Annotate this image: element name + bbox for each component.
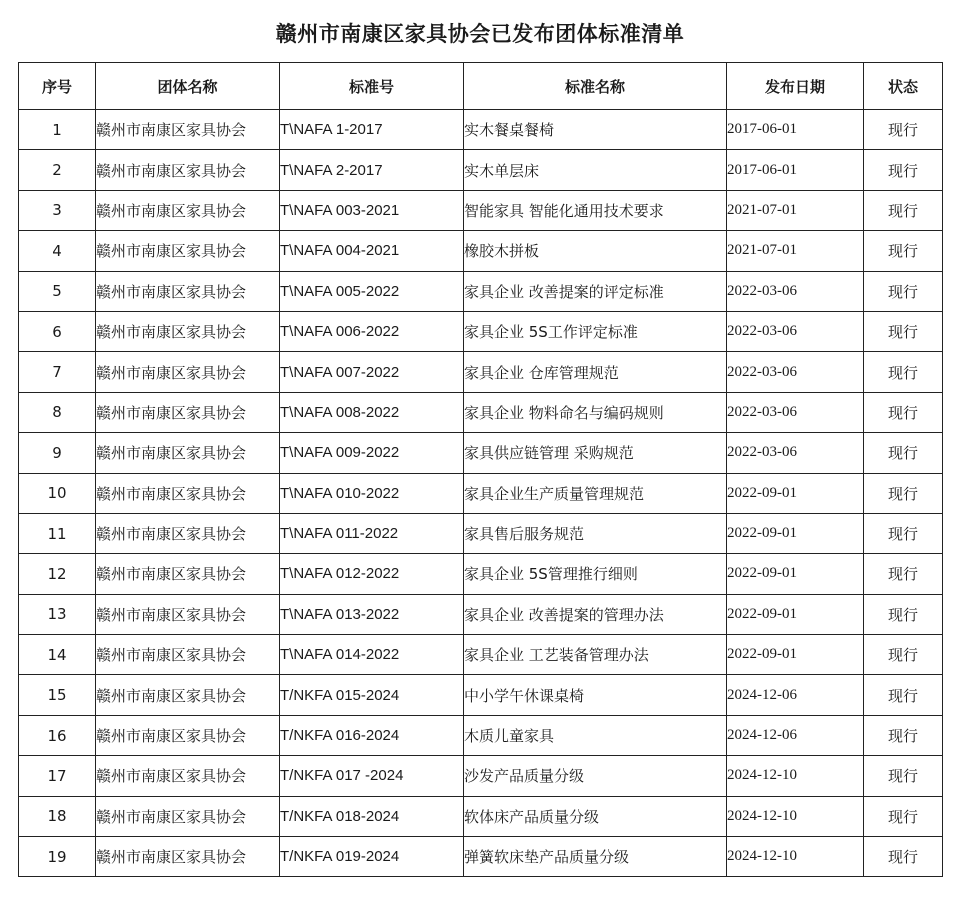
cell-standard-name: 家具企业 物料命名与编码规则 <box>464 392 727 432</box>
cell-status: 现行 <box>864 675 943 715</box>
cell-release-date: 2022-09-01 <box>727 635 864 675</box>
cell-standard-code: T\NAFA 2-2017 <box>280 150 464 190</box>
cell-organization: 赣州市南康区家具协会 <box>96 433 280 473</box>
cell-release-date: 2022-03-06 <box>727 271 864 311</box>
cell-organization: 赣州市南康区家具协会 <box>96 837 280 877</box>
table-row <box>19 473 943 513</box>
cell-status: 现行 <box>864 231 943 271</box>
cell-status: 现行 <box>864 473 943 513</box>
cell-index: 1 <box>19 110 96 150</box>
table-body <box>19 110 943 877</box>
header-standard-name: 标准名称 <box>464 63 727 110</box>
cell-organization: 赣州市南康区家具协会 <box>96 271 280 311</box>
cell-standard-code: T/NKFA 018-2024 <box>280 796 464 836</box>
cell-index: 19 <box>19 837 96 877</box>
cell-status: 现行 <box>864 392 943 432</box>
cell-status: 现行 <box>864 594 943 634</box>
cell-standard-name: 家具售后服务规范 <box>464 513 727 553</box>
cell-standard-code: T/NKFA 016-2024 <box>280 715 464 755</box>
cell-status: 现行 <box>864 837 943 877</box>
table-row <box>19 311 943 351</box>
table-row <box>19 150 943 190</box>
cell-standard-name: 家具企业 工艺装备管理办法 <box>464 635 727 675</box>
header-index: 序号 <box>19 63 96 110</box>
cell-index: 14 <box>19 635 96 675</box>
cell-release-date: 2024-12-10 <box>727 756 864 796</box>
table-row <box>19 715 943 755</box>
cell-standard-code: T\NAFA 006-2022 <box>280 311 464 351</box>
cell-status: 现行 <box>864 635 943 675</box>
cell-status: 现行 <box>864 513 943 553</box>
cell-status: 现行 <box>864 433 943 473</box>
cell-standard-code: T\NAFA 005-2022 <box>280 271 464 311</box>
cell-organization: 赣州市南康区家具协会 <box>96 594 280 634</box>
cell-release-date: 2017-06-01 <box>727 110 864 150</box>
cell-index: 6 <box>19 311 96 351</box>
cell-index: 15 <box>19 675 96 715</box>
cell-organization: 赣州市南康区家具协会 <box>96 756 280 796</box>
cell-standard-name: 木质儿童家具 <box>464 715 727 755</box>
cell-organization: 赣州市南康区家具协会 <box>96 190 280 230</box>
cell-index: 17 <box>19 756 96 796</box>
cell-status: 现行 <box>864 150 943 190</box>
cell-standard-code: T\NAFA 004-2021 <box>280 231 464 271</box>
cell-index: 12 <box>19 554 96 594</box>
cell-release-date: 2022-09-01 <box>727 513 864 553</box>
cell-organization: 赣州市南康区家具协会 <box>96 150 280 190</box>
table-row <box>19 756 943 796</box>
table-row <box>19 271 943 311</box>
cell-standard-name: 软体床产品质量分级 <box>464 796 727 836</box>
cell-organization: 赣州市南康区家具协会 <box>96 473 280 513</box>
cell-organization: 赣州市南康区家具协会 <box>96 715 280 755</box>
cell-status: 现行 <box>864 110 943 150</box>
cell-standard-name: 家具企业 5S工作评定标准 <box>464 311 727 351</box>
cell-standard-code: T\NAFA 007-2022 <box>280 352 464 392</box>
cell-organization: 赣州市南康区家具协会 <box>96 554 280 594</box>
cell-status: 现行 <box>864 554 943 594</box>
table-row <box>19 554 943 594</box>
cell-standard-code: T/NKFA 015-2024 <box>280 675 464 715</box>
table-row <box>19 392 943 432</box>
cell-index: 13 <box>19 594 96 634</box>
table-row <box>19 352 943 392</box>
cell-release-date: 2022-09-01 <box>727 594 864 634</box>
cell-standard-code: T\NAFA 011-2022 <box>280 513 464 553</box>
header-organization: 团体名称 <box>96 63 280 110</box>
cell-standard-code: T/NKFA 019-2024 <box>280 837 464 877</box>
cell-status: 现行 <box>864 715 943 755</box>
cell-status: 现行 <box>864 796 943 836</box>
table-row <box>19 190 943 230</box>
table-row <box>19 433 943 473</box>
header-release-date: 发布日期 <box>727 63 864 110</box>
standards-table <box>18 62 943 877</box>
cell-standard-name: 橡胶木拼板 <box>464 231 727 271</box>
table-row <box>19 231 943 271</box>
page-title: 赣州市南康区家具协会已发布团体标准清单 <box>275 22 685 46</box>
cell-index: 16 <box>19 715 96 755</box>
cell-standard-name: 弹簧软床垫产品质量分级 <box>464 837 727 877</box>
cell-organization: 赣州市南康区家具协会 <box>96 796 280 836</box>
cell-status: 现行 <box>864 756 943 796</box>
cell-status: 现行 <box>864 190 943 230</box>
cell-release-date: 2022-03-06 <box>727 352 864 392</box>
cell-standard-code: T/NKFA 017 -2024 <box>280 756 464 796</box>
cell-standard-code: T\NAFA 003-2021 <box>280 190 464 230</box>
header-status: 状态 <box>864 63 943 110</box>
cell-organization: 赣州市南康区家具协会 <box>96 352 280 392</box>
cell-standard-name: 家具企业 改善提案的评定标准 <box>464 271 727 311</box>
cell-index: 8 <box>19 392 96 432</box>
cell-index: 7 <box>19 352 96 392</box>
cell-index: 9 <box>19 433 96 473</box>
table-row <box>19 513 943 553</box>
cell-release-date: 2022-09-01 <box>727 473 864 513</box>
cell-release-date: 2024-12-10 <box>727 796 864 836</box>
cell-standard-name: 中小学午休课桌椅 <box>464 675 727 715</box>
cell-standard-name: 沙发产品质量分级 <box>464 756 727 796</box>
cell-standard-name: 家具企业 5S管理推行细则 <box>464 554 727 594</box>
cell-release-date: 2021-07-01 <box>727 190 864 230</box>
cell-release-date: 2024-12-10 <box>727 837 864 877</box>
cell-standard-name: 家具企业 仓库管理规范 <box>464 352 727 392</box>
cell-standard-code: T\NAFA 013-2022 <box>280 594 464 634</box>
table-row <box>19 675 943 715</box>
cell-standard-name: 家具供应链管理 采购规范 <box>464 433 727 473</box>
cell-standard-name: 实木餐桌餐椅 <box>464 110 727 150</box>
cell-index: 11 <box>19 513 96 553</box>
cell-release-date: 2024-12-06 <box>727 675 864 715</box>
cell-index: 2 <box>19 150 96 190</box>
cell-status: 现行 <box>864 271 943 311</box>
cell-release-date: 2024-12-06 <box>727 715 864 755</box>
cell-organization: 赣州市南康区家具协会 <box>96 231 280 271</box>
cell-standard-code: T\NAFA 012-2022 <box>280 554 464 594</box>
cell-release-date: 2021-07-01 <box>727 231 864 271</box>
cell-standard-name: 实木单层床 <box>464 150 727 190</box>
cell-organization: 赣州市南康区家具协会 <box>96 110 280 150</box>
cell-organization: 赣州市南康区家具协会 <box>96 311 280 351</box>
cell-status: 现行 <box>864 352 943 392</box>
cell-index: 5 <box>19 271 96 311</box>
cell-release-date: 2022-03-06 <box>727 311 864 351</box>
cell-standard-name: 家具企业生产质量管理规范 <box>464 473 727 513</box>
cell-release-date: 2022-09-01 <box>727 554 864 594</box>
cell-index: 4 <box>19 231 96 271</box>
cell-organization: 赣州市南康区家具协会 <box>96 635 280 675</box>
cell-release-date: 2022-03-06 <box>727 433 864 473</box>
table-row <box>19 796 943 836</box>
cell-release-date: 2022-03-06 <box>727 392 864 432</box>
cell-organization: 赣州市南康区家具协会 <box>96 392 280 432</box>
cell-standard-code: T\NAFA 010-2022 <box>280 473 464 513</box>
cell-index: 10 <box>19 473 96 513</box>
cell-standard-code: T\NAFA 014-2022 <box>280 635 464 675</box>
cell-index: 3 <box>19 190 96 230</box>
table-header-row <box>19 63 943 110</box>
cell-status: 现行 <box>864 311 943 351</box>
table-row <box>19 594 943 634</box>
cell-standard-code: T\NAFA 008-2022 <box>280 392 464 432</box>
table-row <box>19 837 943 877</box>
cell-organization: 赣州市南康区家具协会 <box>96 675 280 715</box>
cell-index: 18 <box>19 796 96 836</box>
cell-standard-code: T\NAFA 1-2017 <box>280 110 464 150</box>
cell-release-date: 2017-06-01 <box>727 150 864 190</box>
cell-standard-code: T\NAFA 009-2022 <box>280 433 464 473</box>
cell-standard-name: 家具企业 改善提案的管理办法 <box>464 594 727 634</box>
cell-standard-name: 智能家具 智能化通用技术要求 <box>464 190 727 230</box>
header-standard-code: 标准号 <box>280 63 464 110</box>
table-row <box>19 635 943 675</box>
table-row <box>19 110 943 150</box>
cell-organization: 赣州市南康区家具协会 <box>96 513 280 553</box>
